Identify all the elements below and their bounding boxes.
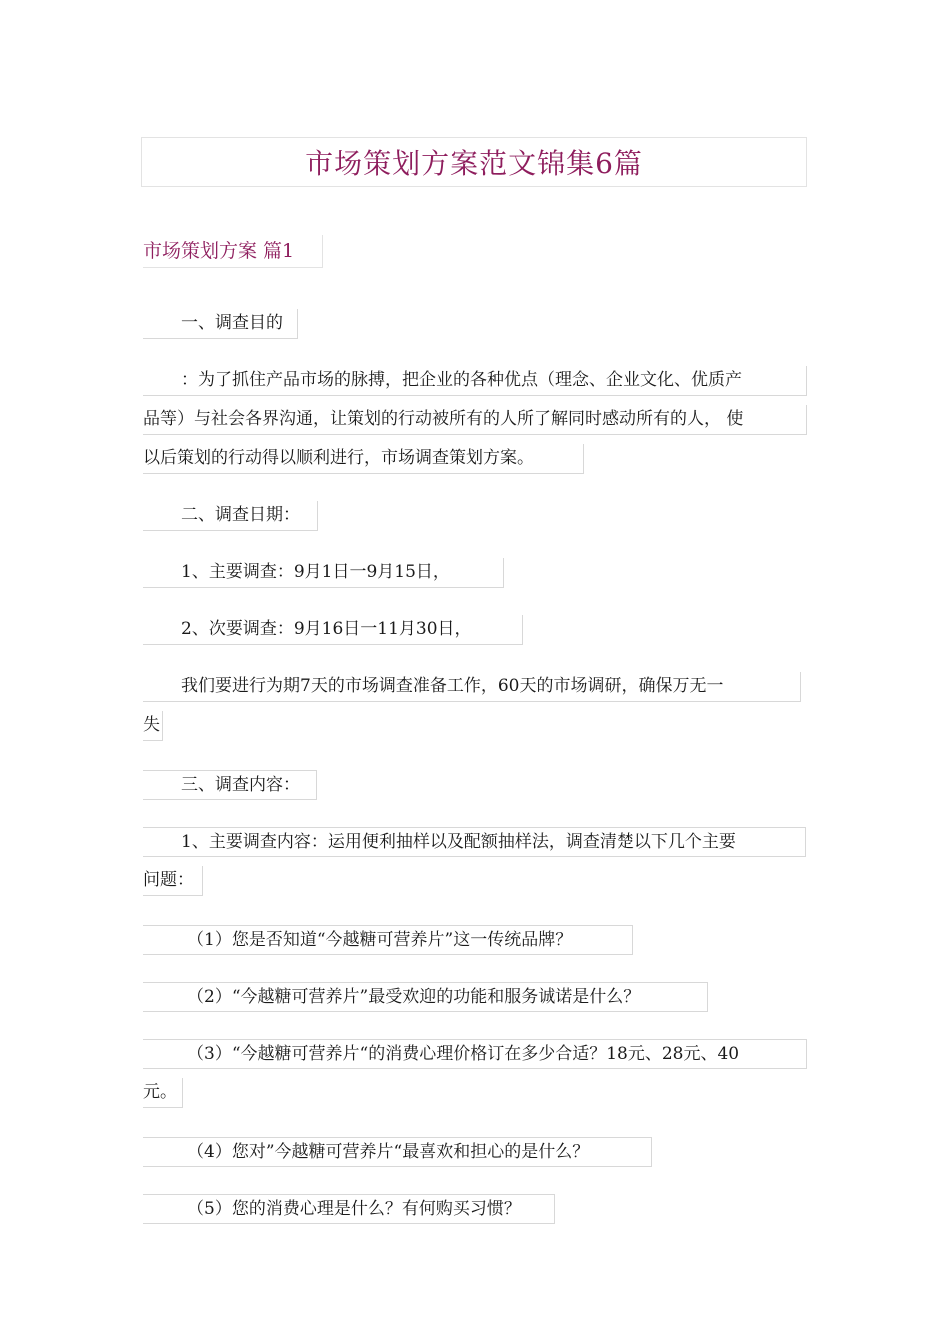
date-item: 2、次要调查：9月16日一11月30日， <box>143 615 523 645</box>
heading-survey-purpose: 一、调查目的 <box>143 309 298 339</box>
heading-survey-date: 二、调查日期： <box>143 501 318 531</box>
document-title-box <box>141 137 807 187</box>
question-item: （5）您的消费心理是什么？有何购买习惯？ <box>143 1194 555 1224</box>
heading-survey-content: 三、调查内容： <box>143 770 317 800</box>
paragraph-line: 以后策划的行动得以顺利进行，市场调查策划方案。 <box>143 444 584 474</box>
paragraph-line: ：为了抓住产品市场的脉搏，把企业的各种优点（理念、企业文化、优质产 <box>143 366 807 396</box>
paragraph-line: 我们要进行为期7天的市场调查准备工作，60天的市场调研，确保万无一 <box>143 672 801 702</box>
paragraph-line: 失 <box>143 711 163 741</box>
question-item: （1）您是否知道“今越糖可营养片”这一传统品牌？ <box>143 925 633 955</box>
paragraph-line: 品等）与社会各界沟通，让策划的行动被所有的人所了解同时感动所有的人， 使 <box>143 405 807 435</box>
paragraph-line: 1、主要调查内容：运用便利抽样以及配额抽样法，调查清楚以下几个主要 <box>143 827 806 857</box>
question-item: （3）“今越糖可营养片“的消费心理价格订在多少合适？18元、28元、40 <box>143 1039 807 1069</box>
date-item: 1、主要调查：9月1日一9月15日， <box>143 558 504 588</box>
question-item: 元。 <box>143 1078 183 1108</box>
document-title: 市场策划方案范文锦集6篇 <box>305 147 643 180</box>
question-item: （2）“今越糖可营养片”最受欢迎的功能和服务诚诺是什么？ <box>143 982 708 1012</box>
paragraph-line: 问题： <box>143 866 203 896</box>
question-item: （4）您对”今越糖可营养片“最喜欢和担心的是什么？ <box>143 1137 652 1167</box>
section-heading: 市场策划方案 篇1 <box>143 235 323 268</box>
